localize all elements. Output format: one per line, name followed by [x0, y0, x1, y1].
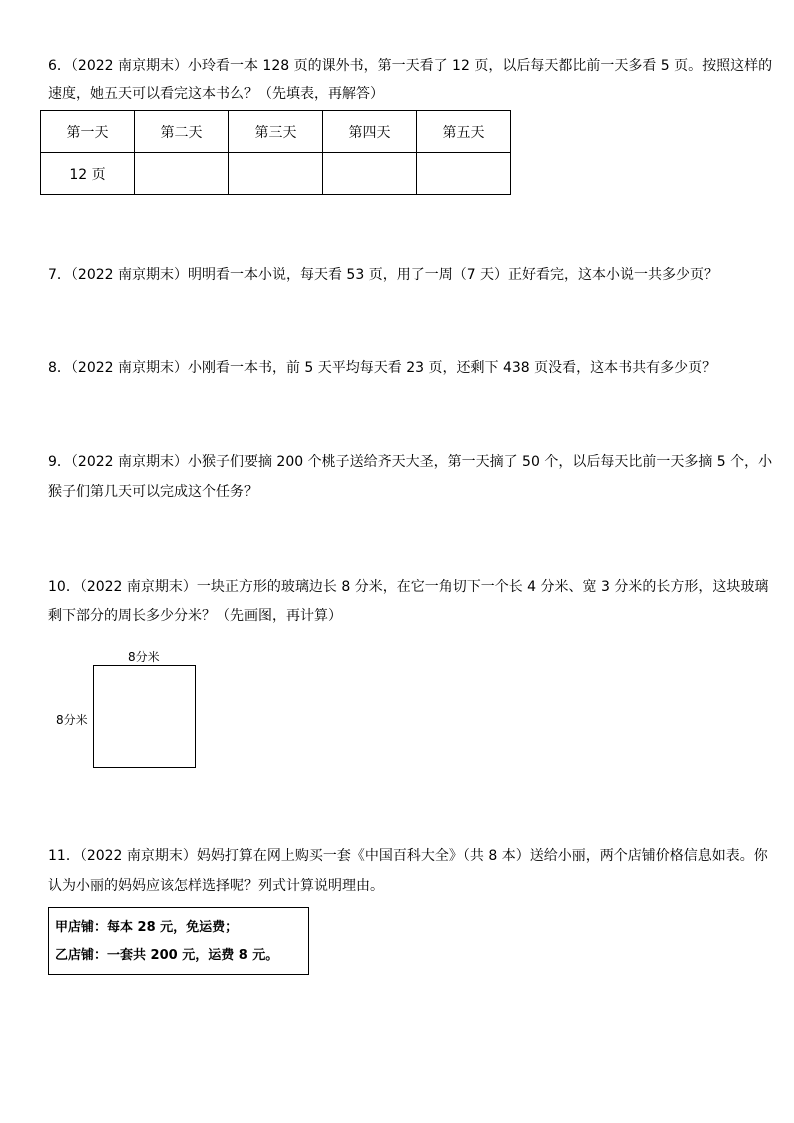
value-day1: 12 页	[41, 153, 135, 195]
value-day2[interactable]	[135, 153, 229, 195]
header-day5: 第五天	[417, 111, 511, 153]
q10-text-line1: 10．（2022 南京期末）一块正方形的玻璃边长 8 分米，在它一角切下一个长 4 分米、宽 3 分米的长方形，这块玻璃	[48, 579, 769, 595]
header-day4: 第四天	[323, 111, 417, 153]
table-header-row	[41, 111, 511, 153]
value-day5[interactable]	[417, 153, 511, 195]
q9-text-line1: 9．（2022 南京期末）小猴子们要摘 200 个桃子送给齐天大圣，第一天摘了 50 个，以后每天比前一天多摘 5 个，小	[48, 454, 773, 470]
square-left-label: 8分米	[56, 713, 88, 727]
shop-b-price: 乙店铺：一套共 200 元，运费 8 元。	[55, 948, 279, 963]
pages-per-day-table	[40, 110, 511, 195]
square-top-label: 8分米	[128, 650, 160, 664]
q6-text-line1: 6．（2022 南京期末）小玲看一本 128 页的课外书，第一天看了 12 页，以后每天都比前一天多看 5 页。按照这样的	[48, 58, 773, 74]
glass-square-diagram	[93, 665, 196, 768]
value-day3[interactable]	[229, 153, 323, 195]
q7-text-line1: 7．（2022 南京期末）明明看一本小说，每天看 53 页，用了一周（7 天）正好看完，这本小说一共多少页？	[48, 267, 719, 283]
q6-text-line2: 速度，她五天可以看完这本书么？（先填表，再解答）	[48, 86, 384, 102]
value-day4[interactable]	[323, 153, 417, 195]
q9-text-line2: 猴子们第几天可以完成这个任务？	[48, 484, 258, 500]
header-day2: 第二天	[135, 111, 229, 153]
shop-price-box	[48, 907, 309, 975]
shop-a-price: 甲店铺：每本 28 元，免运费；	[55, 920, 239, 935]
q8-text-line1: 8．（2022 南京期末）小刚看一本书，前 5 天平均每天看 23 页，还剩下 438 页没看，这本书共有多少页？	[48, 360, 717, 376]
q10-text-line2: 剩下部分的周长多少分米？（先画图，再计算）	[48, 608, 342, 624]
q11-text-line1: 11．（2022 南京期末）妈妈打算在网上购买一套《中国百科大全》（共 8 本）送给小丽，两个店铺价格信息如表。你	[48, 848, 768, 864]
header-day1: 第一天	[41, 111, 135, 153]
q11-text-line2: 认为小丽的妈妈应该怎样选择呢？列式计算说明理由。	[48, 878, 384, 894]
header-day3: 第三天	[229, 111, 323, 153]
table-value-row	[41, 153, 511, 195]
